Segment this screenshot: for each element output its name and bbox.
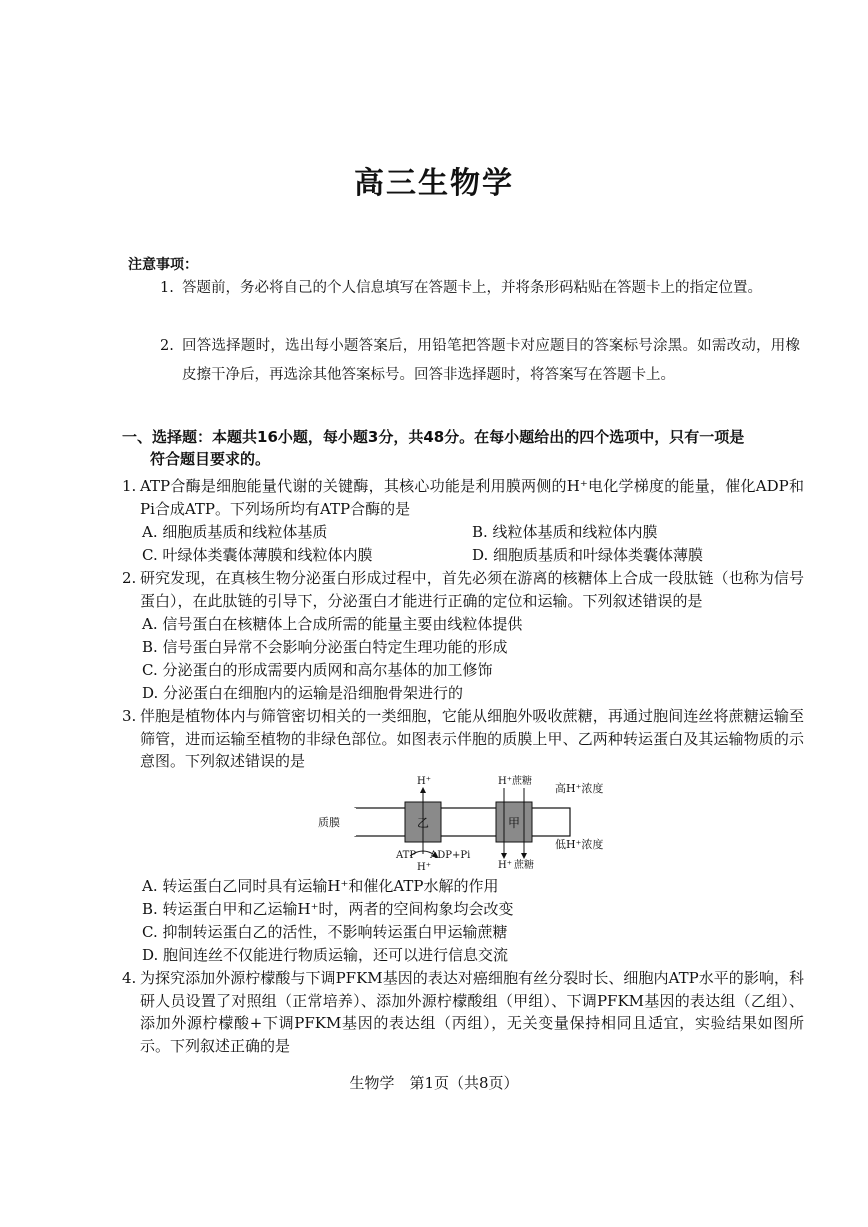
question-4 <box>122 967 804 1057</box>
low-concentration-label: 低H⁺浓度 <box>555 838 604 851</box>
option-d: D. 分泌蛋白在细胞内的运输是沿细胞骨架进行的 <box>142 684 464 702</box>
protein-jia-label: 甲 <box>508 816 521 830</box>
bottom-sucrose-label: 蔗糖 <box>514 860 534 871</box>
option-a: A. 信号蛋白在核糖体上合成所需的能量主要由线粒体提供 <box>142 615 523 633</box>
option-d: D. 胞间连丝不仅能进行物质运输，还可以进行信息交流 <box>142 946 509 964</box>
question-stem: 为探究添加外源柠檬酸与下调PFKM基因的表达对癌细胞有丝分裂时长、细胞内ATP水平的影响，科研人员设置了对照组（正常培养）、添加外源柠檬酸组（甲组）、下调PFKM基因的表达组（乙组）、添加外源柠檬酸+下调PFKM基因的表达组（丙组），无关变量保持相同且适宜，实验结果如图所示。下列叙述正确的是 <box>140 969 804 1055</box>
question-number: 3. <box>122 707 137 725</box>
question-number: 1. <box>122 477 137 495</box>
question-stem: ATP合酶是细胞能量代谢的关键酶，其核心功能是利用膜两侧的H⁺电化学梯度的能量，催化ADP和Pi合成ATP。下列场所均有ATP合酶的是 <box>140 477 804 518</box>
option-a: A. 细胞质基质和线粒体基质 <box>142 523 328 541</box>
option-a: A. 转运蛋白乙同时具有运输H⁺和催化ATP水解的作用 <box>142 877 499 895</box>
bottom-h-label: H⁺ <box>417 862 431 872</box>
notice-item-number: 2. <box>160 338 174 354</box>
option-b: B. 信号蛋白异常不会影响分泌蛋白特定生理功能的形成 <box>142 638 508 656</box>
question-1 <box>122 475 804 520</box>
membrane-label: 质膜 <box>318 816 340 829</box>
notice-item <box>160 274 800 303</box>
bottom-h2-label: H⁺ <box>498 860 512 871</box>
option-c: C. 抑制转运蛋白乙的活性，不影响转运蛋白甲运输蔗糖 <box>142 923 508 941</box>
top-h-sucrose-label: H⁺蔗糖 <box>498 776 532 787</box>
high-concentration-label: 高H⁺浓度 <box>555 782 604 795</box>
option-b: B. 转运蛋白甲和乙运输H⁺时，两者的空间构象均会改变 <box>142 900 514 918</box>
adp-pi-label: ADP+Pi <box>430 850 471 861</box>
question-stem: 研究发现，在真核生物分泌蛋白形成过程中，首先必须在游离的核糖体上合成一段肽链（也称为信号蛋白），在此肽链的引导下，分泌蛋白才能进行正确的定位和运输。下列叙述错误的是 <box>140 569 804 610</box>
option-c: C. 分泌蛋白的形成需要内质网和高尔基体的加工修饰 <box>142 661 493 679</box>
option-b: B. 线粒体基质和线粒体内膜 <box>472 523 658 541</box>
question-2 <box>122 567 804 612</box>
section-heading-line2: 符合题目要求的。 <box>150 450 271 468</box>
page-title: 高三生物学 <box>354 166 514 201</box>
top-h-label: H⁺ <box>417 776 431 787</box>
notice-item-number: 1. <box>160 280 174 296</box>
question-stem: 伴胞是植物体内与筛管密切相关的一类细胞，它能从细胞外吸收蔗糖，再通过胞间连丝将蔗糖运输至筛管，进而运输至植物的非绿色部位。如图表示伴胞的质膜上甲、乙两种转运蛋白及其运输物质的示意图。下列叙述错误的是 <box>140 707 804 770</box>
membrane-transport-figure <box>300 772 640 872</box>
notice-heading: 注意事项： <box>128 257 198 273</box>
notice-item <box>160 332 800 390</box>
notice-item-text: 回答选择题时，选出每小题答案后，用铅笔把答题卡对应题目的答案标号涂黑。如需改动，用橡皮擦干净后，再选涂其他答案标号。回答非选择题时，将答案写在答题卡上。 <box>182 338 800 383</box>
membrane-band <box>355 808 570 836</box>
atp-label: ATP <box>396 850 417 861</box>
protein-yi-label: 乙 <box>417 816 430 830</box>
question-number: 2. <box>122 569 137 587</box>
section-heading <box>122 426 802 470</box>
page-footer: 生物学 第1页（共8页） <box>349 1074 519 1092</box>
question-3 <box>122 705 804 773</box>
question-number: 4. <box>122 969 137 987</box>
option-d: D. 细胞质基质和叶绿体类囊体薄膜 <box>472 546 704 564</box>
section-heading-line1: 一、选择题：本题共16小题，每小题3分，共48分。在每小题给出的四个选项中，只有一项是 <box>122 428 745 446</box>
notice-item-text: 答题前，务必将自己的个人信息填写在答题卡上，并将条形码粘贴在答题卡上的指定位置。 <box>182 280 762 296</box>
option-c: C. 叶绿体类囊体薄膜和线粒体内膜 <box>142 546 373 564</box>
